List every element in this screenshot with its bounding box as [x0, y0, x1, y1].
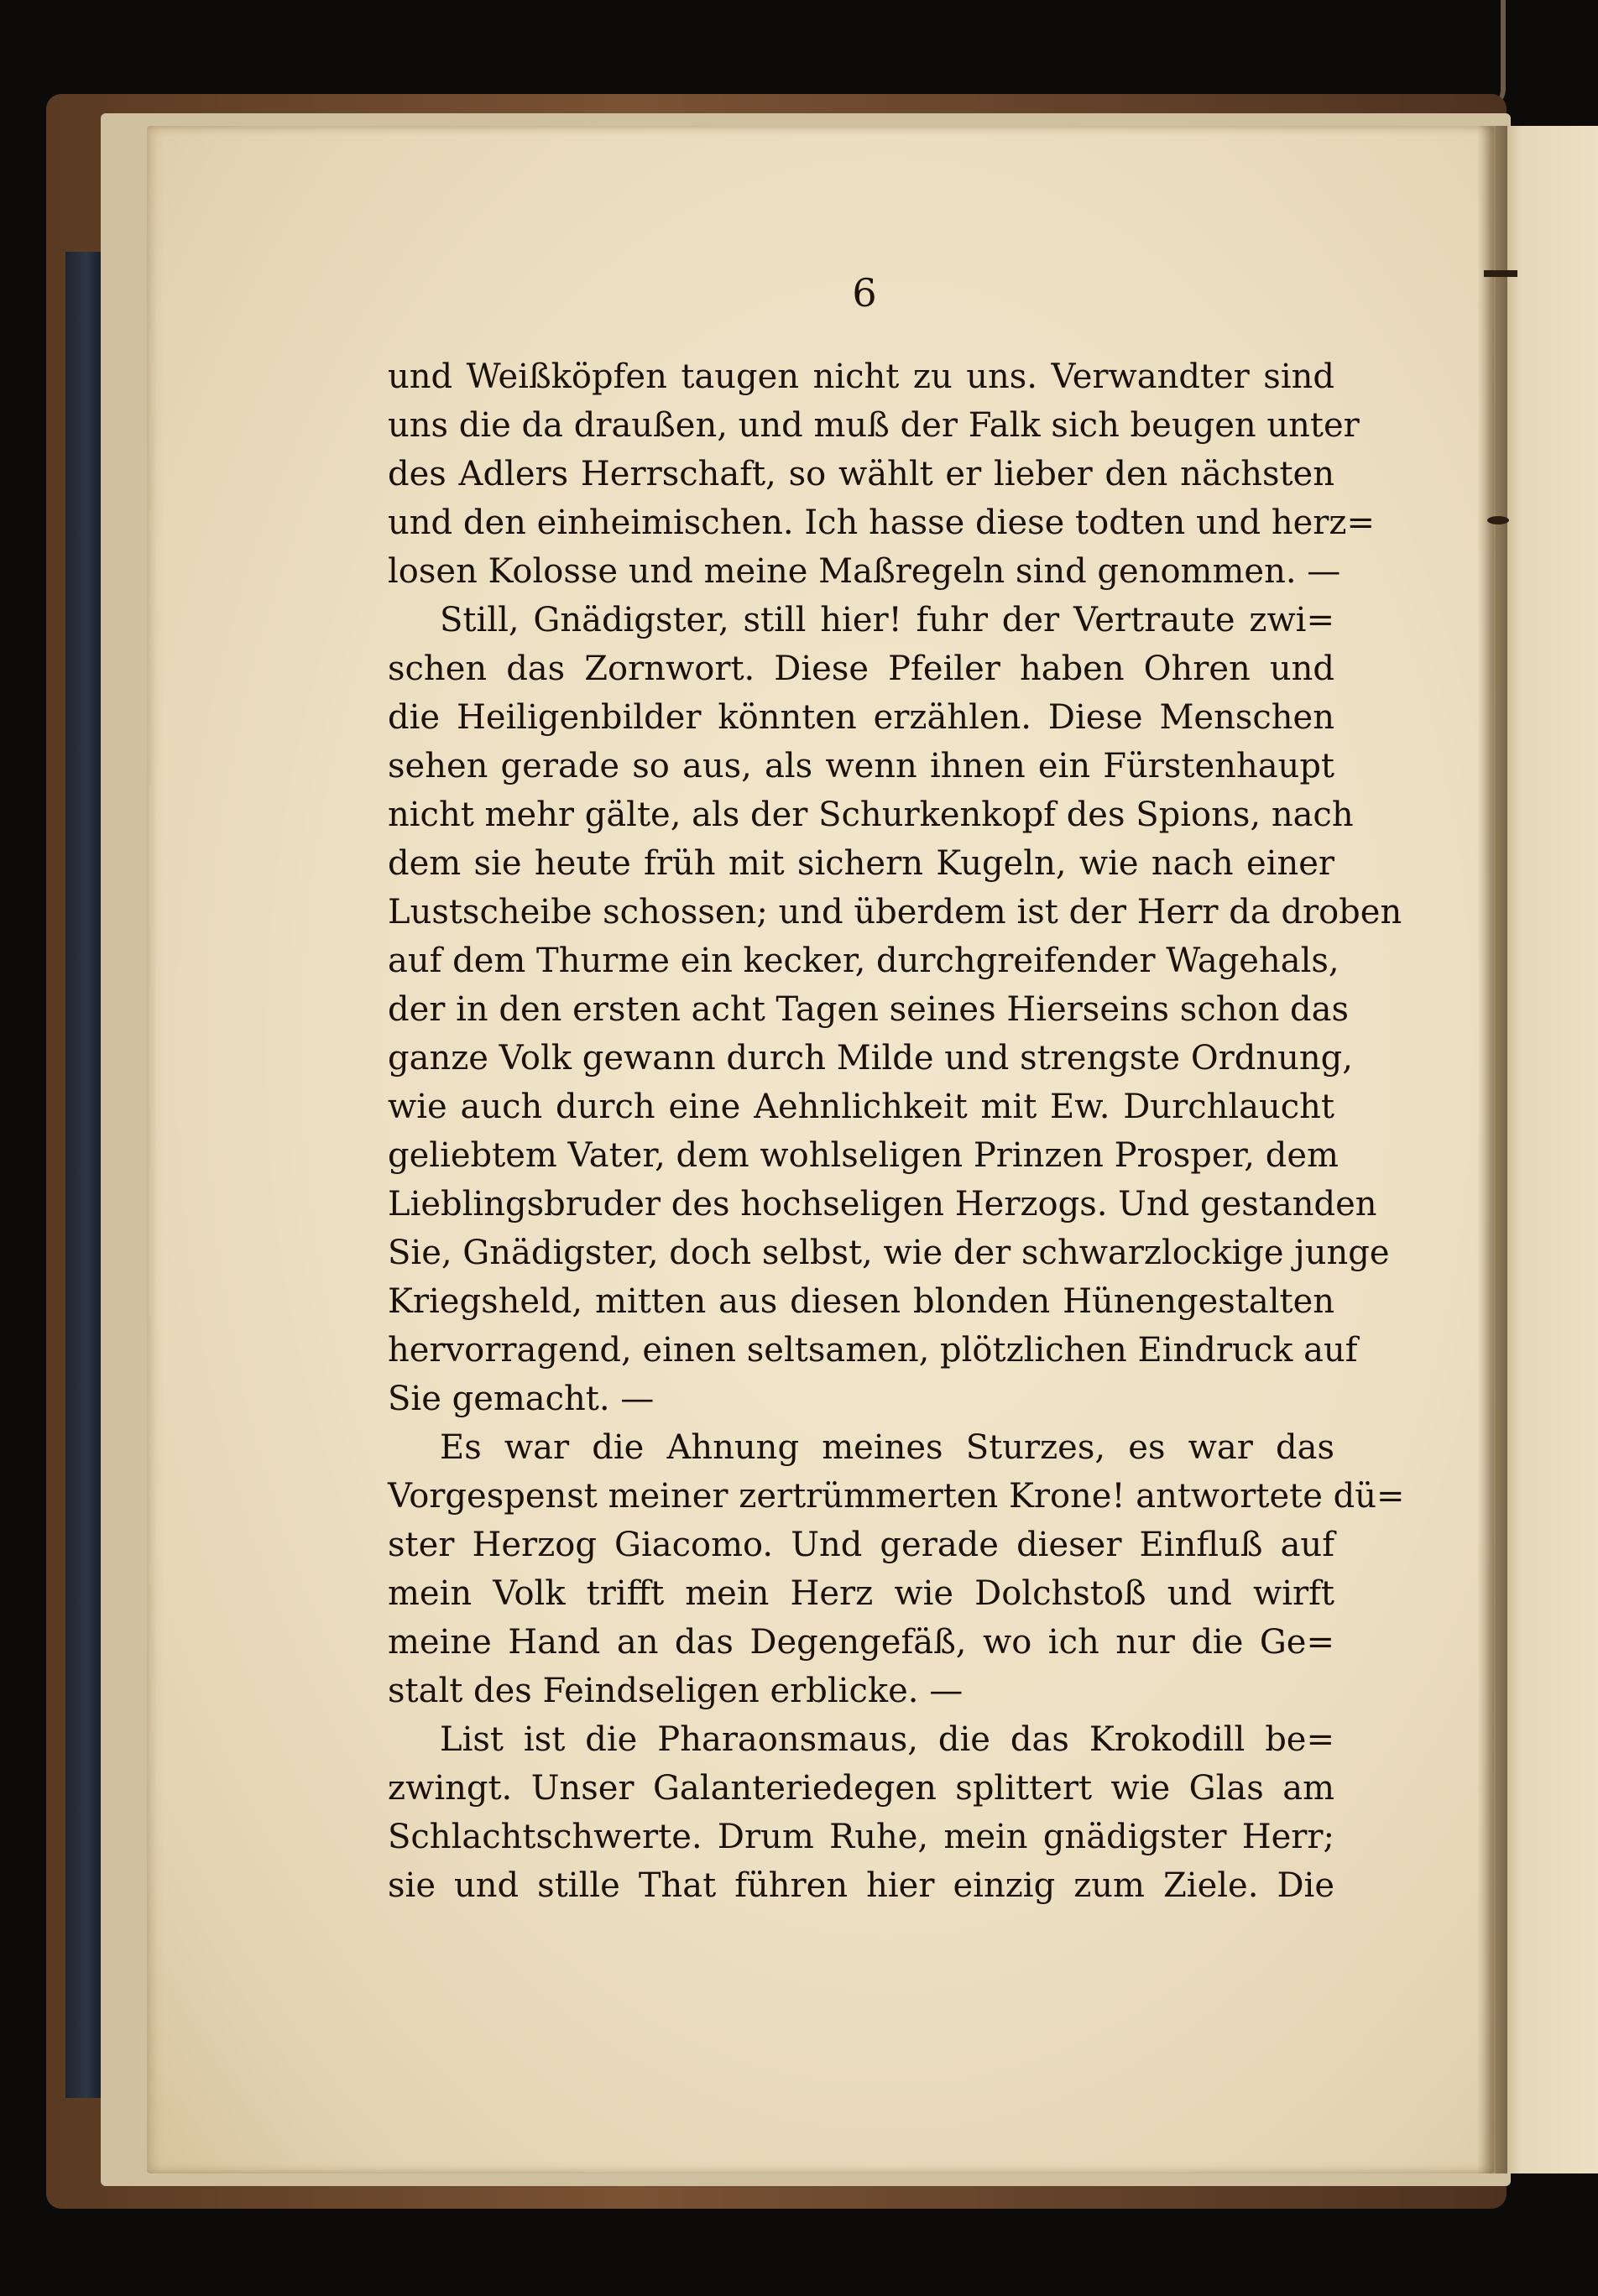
text-line: auf dem Thurme ein kecker, durchgreifender Wagehals, — [388, 942, 1340, 980]
text-line: dem sie heute früh mit sichern Kugeln, wie nach einer — [388, 844, 1334, 883]
gutter-shadow — [1477, 126, 1507, 2173]
text-line: Lieblingsbruder des hochseligen Herzogs. Und gestanden — [388, 1185, 1377, 1224]
text-line: Still, Gnädigster, still hier! fuhr der Vertraute zwi= — [440, 601, 1334, 639]
text-line: zwingt. Unser Galanteriedegen splittert wie Glas am — [388, 1769, 1334, 1808]
text-line: sie und stille That führen hier einzig zum Ziele. Die — [388, 1866, 1334, 1905]
text-line: des Adlers Herrschaft, so wählt er lieber den nächsten — [388, 455, 1334, 493]
bookmark-cord — [1486, 0, 1506, 109]
text-line: losen Kolosse und meine Maßregeln sind genommen. — — [388, 552, 1341, 591]
text-line: Vorgespenst meiner zertrümmerten Krone! antwortete dü= — [388, 1477, 1405, 1516]
text-line: nicht mehr gälte, als der Schurkenkopf des Spions, nach — [388, 796, 1354, 834]
text-line: stalt des Feindseligen erblicke. — — [388, 1672, 964, 1710]
text-line: die Heiligenbilder könnten erzählen. Diese Menschen — [388, 698, 1334, 737]
spine-cloth — [65, 252, 101, 2098]
text-line: hervorragend, einen seltsamen, plötzlichen Eindruck auf — [388, 1331, 1358, 1370]
page-mark — [1484, 270, 1517, 277]
text-line: schen das Zornwort. Diese Pfeiler haben Ohren und — [388, 650, 1334, 688]
page-mark — [1487, 516, 1509, 524]
text-line: der in den ersten acht Tagen seines Hierseins schon das — [388, 990, 1350, 1029]
text-line: Kriegsheld, mitten aus diesen blonden Hünengestalten — [388, 1282, 1334, 1321]
body-text — [388, 352, 1405, 1910]
text-line: List ist die Pharaonsmaus, die das Krokodill be= — [440, 1720, 1334, 1759]
facing-page-edge — [1496, 126, 1598, 2173]
text-line: mein Volk trifft mein Herz wie Dolchstoß und wirft — [388, 1574, 1334, 1613]
text-line: meine Hand an das Degengefäß, wo ich nur die Ge= — [388, 1623, 1334, 1662]
text-line: ster Herzog Giacomo. Und gerade dieser Einfluß auf — [388, 1526, 1334, 1564]
text-line: und den einheimischen. Ich hasse diese todten und herz= — [388, 504, 1376, 542]
text-line: Sie, Gnädigster, doch selbst, wie der schwarzlockige junge — [388, 1234, 1390, 1272]
text-line: Es war die Ahnung meines Sturzes, es war das — [440, 1428, 1334, 1467]
text-line: geliebtem Vater, dem wohlseligen Prinzen Prosper, dem — [388, 1136, 1339, 1175]
text-line: Schlachtschwerte. Drum Ruhe, mein gnädigster Herr; — [388, 1818, 1334, 1856]
text-line: uns die da draußen, und muß der Falk sich beugen unter — [388, 406, 1360, 445]
text-line: und Weißköpfen taugen nicht zu uns. Verwandter sind — [388, 357, 1334, 396]
text-line: Lustscheibe schossen; und überdem ist der Herr da droben — [388, 893, 1402, 931]
text-line: wie auch durch eine Aehnlichkeit mit Ew. Durchlaucht — [388, 1088, 1334, 1126]
page-number: 6 — [852, 270, 877, 316]
text-line: sehen gerade so aus, als wenn ihnen ein Fürstenhaupt — [388, 747, 1334, 785]
text-line: Sie gemacht. — — [388, 1380, 655, 1418]
text-line: ganze Volk gewann durch Milde und strengste Ordnung, — [388, 1039, 1353, 1078]
